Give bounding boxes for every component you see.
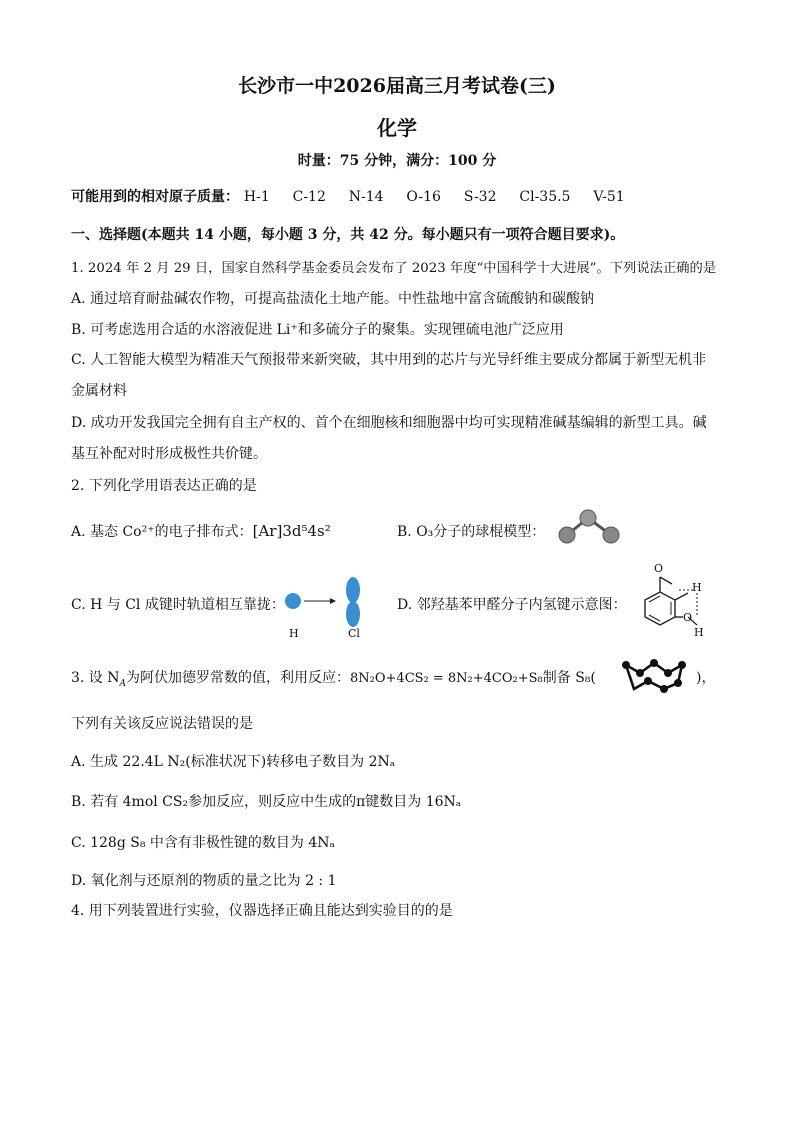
- q3-stem-post: 制备 S₈(: [542, 670, 596, 686]
- s8-ring-structure: [618, 655, 693, 695]
- atomic-mass-item: Cl-35.5: [519, 189, 571, 205]
- q2-d-text: D. 邻羟基苯甲醛分子内氢键示意图：: [397, 597, 627, 613]
- q3-option-d: D. 氧化剂与还原剂的物质的量之比为 2 : 1: [71, 873, 337, 889]
- q2-option-c: [71, 594, 285, 614]
- section-heading: 一、选择题(本题共 14 小题，每小题 3 分，共 42 分。每小题只有一项符合题目要求)。: [71, 227, 625, 243]
- q3-stem-sub: A: [119, 678, 127, 689]
- atomic-mass-label: 可能用到的相对原子质量：: [71, 189, 239, 205]
- atomic-mass-item: V-51: [593, 189, 625, 205]
- q3-stem-end: )，: [696, 670, 716, 686]
- orbital-label-h: H: [289, 627, 299, 640]
- q1-option-c-line1: C. 人工智能大模型为精准天气预报带来新突破，其中用到的芯片与光导纤维主要成分都属于新型无机非: [71, 352, 707, 368]
- structure-label-oh: O: [683, 611, 693, 624]
- structure-label-o-top: O: [654, 562, 664, 575]
- subject-title: 化学: [377, 116, 417, 140]
- q1-stem: 1. 2024 年 2 月 29 日，国家自然科学基金委员会发布了 2023 年度“中国科学十大进展”。下列说法正确的是: [71, 261, 717, 276]
- q2-stem: 2. 下列化学用语表达正确的是: [71, 478, 257, 494]
- q3-option-a: A. 生成 22.4L N₂(标准状况下)转移电子数目为 2Nₐ: [71, 754, 396, 770]
- q3-stem-mid: 为阿伏加德罗常数的值，利用反应：: [126, 670, 351, 686]
- q2-c-text: C. H 与 Cl 成键时轨道相互靠拢：: [71, 597, 285, 613]
- q1-option-d-line1: D. 成功开发我国完全拥有自主产权的、首个在细胞核和细胞器中均可实现精准碱基编辑的新型工具。碱: [71, 415, 707, 431]
- ozone-ball-stick-model: [555, 505, 625, 550]
- q1-option-a: A. 通过培育耐盐碱农作物，可提高盐渍化土地产能。中性盐地中富含硫酸钠和碳酸钠: [71, 291, 595, 307]
- q3-line2: 下列有关该反应说法错误的是: [71, 716, 253, 732]
- exam-title: 长沙市一中2026届高三月考试卷(三): [238, 75, 556, 97]
- structure-label-h-top: H: [692, 581, 702, 594]
- q2-option-a: [71, 521, 331, 541]
- q1-option-c-line2: 金属材料: [71, 383, 127, 399]
- q3-stem: [71, 667, 596, 689]
- atomic-mass-item: C-12: [292, 189, 326, 205]
- q3-stem-pre: 3. 设 N: [71, 670, 120, 686]
- atomic-mass-line: [71, 186, 643, 206]
- q1-option-b: B. 可考虑选用合适的水溶液促进 Li⁺和多硫分子的聚集。实现锂硫电池广泛应用: [71, 322, 564, 338]
- atomic-mass-item: N-14: [348, 189, 384, 205]
- q2-option-d: [397, 594, 627, 614]
- q3-option-c: C. 128g S₈ 中含有非极性键的数目为 4Nₐ: [71, 835, 335, 851]
- q1-option-d-line2: 基互补配对时形成极性共价键。: [71, 446, 267, 462]
- orbital-overlap-diagram: [280, 575, 370, 635]
- q4-stem: 4. 用下列装置进行实验，仪器选择正确且能达到实验目的的是: [71, 903, 453, 919]
- q2-a-text: A. 基态 Co²⁺的电子排布式：: [71, 524, 253, 540]
- q2-b-text: B. O₃分子的球棍模型：: [397, 524, 546, 540]
- atomic-mass-item: O-16: [406, 189, 441, 205]
- orbital-label-cl: Cl: [348, 627, 360, 640]
- atomic-mass-item: S-32: [463, 189, 497, 205]
- q2-option-b: [397, 521, 545, 541]
- q2-a-formula: [Ar]3d⁵4s²: [252, 522, 331, 540]
- q3-equation: 8N₂O+4CS₂ = 8N₂+4CO₂+S₈: [350, 671, 543, 686]
- time-score: 时量：75 分钟，满分：100 分: [297, 153, 497, 169]
- structure-label-h-bottom: H: [694, 626, 704, 639]
- q3-option-b: B. 若有 4mol CS₂参加反应，则反应中生成的π键数目为 16Nₐ: [71, 794, 462, 810]
- atomic-mass-item: H-1: [243, 189, 270, 205]
